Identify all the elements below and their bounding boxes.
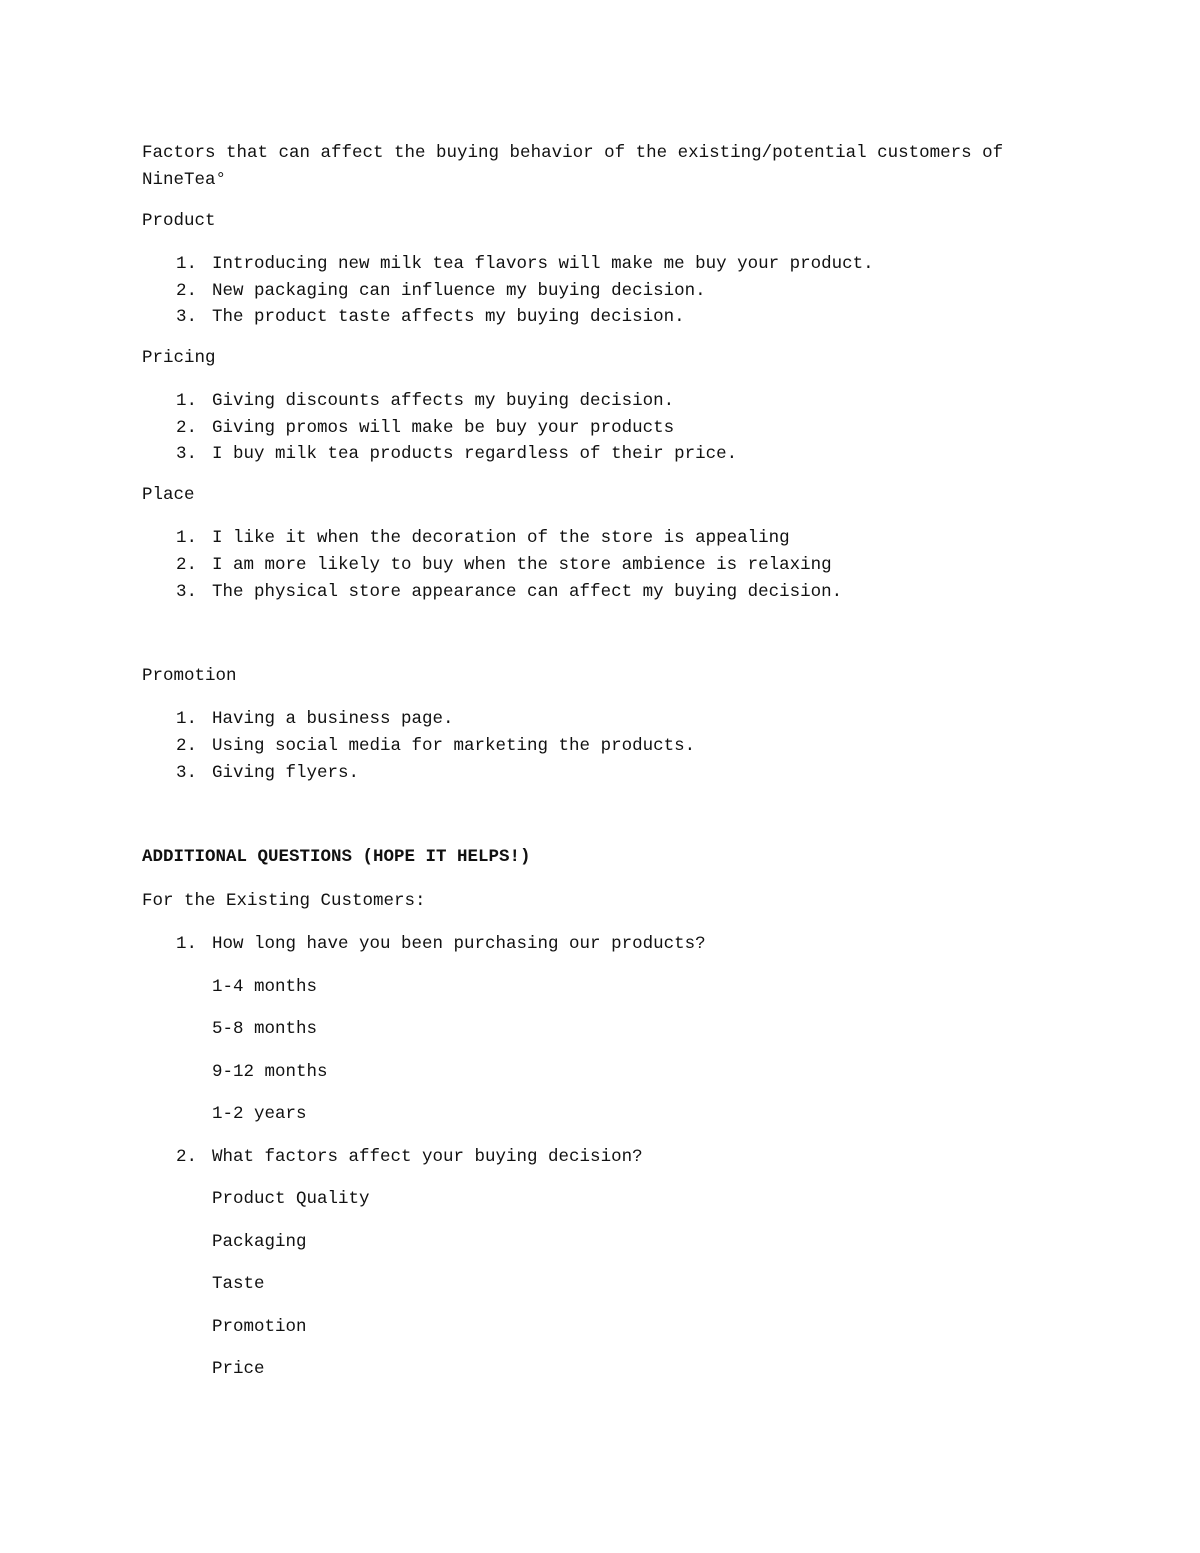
list-item-text: The physical store appearance can affect my buying decision.	[212, 581, 843, 602]
list-item	[176, 388, 1072, 415]
list-number: 1.	[176, 391, 198, 412]
question-label: What factors affect your buying decision?	[212, 1146, 643, 1167]
existing-customers-heading: For the Existing Customers:	[142, 891, 426, 912]
list-item	[176, 706, 1072, 733]
question-item	[176, 1144, 1072, 1384]
list-item	[176, 579, 1072, 606]
answer-option: Product Quality	[212, 1189, 370, 1210]
section-heading-product: Product	[142, 211, 216, 231]
answer-option: Price	[212, 1359, 265, 1380]
answer-option: 1-4 months	[212, 976, 318, 997]
answer-option: Taste	[212, 1274, 265, 1295]
list-item-text: I buy milk tea products regardless of their price.	[212, 444, 738, 465]
section-heading-promotion: Promotion	[142, 666, 237, 687]
answer-option: Promotion	[212, 1316, 307, 1337]
list-item	[176, 251, 1072, 278]
pricing-list	[142, 388, 1072, 468]
list-item	[176, 415, 1072, 442]
list-number: 2.	[176, 735, 198, 756]
question-item	[176, 931, 1072, 1128]
list-item	[176, 278, 1072, 305]
list-item-text: The product taste affects my buying decision.	[212, 307, 685, 328]
list-number: 1.	[176, 254, 198, 274]
list-item	[176, 525, 1072, 552]
list-item-text: Giving flyers.	[212, 762, 360, 783]
list-number: 3.	[176, 762, 198, 783]
list-item-text: I am more likely to buy when the store ambience is relaxing	[212, 554, 832, 575]
list-item-text: New packaging can influence my buying decision.	[212, 280, 706, 301]
question-label: How long have you been purchasing our products?	[212, 934, 706, 955]
list-number: 1.	[176, 934, 198, 955]
answer-option: 1-2 years	[212, 1104, 307, 1125]
additional-questions-heading: ADDITIONAL QUESTIONS (HOPE IT HELPS!)	[142, 847, 531, 868]
list-number: 2.	[176, 1146, 198, 1167]
list-number: 3.	[176, 307, 198, 328]
answer-option: Packaging	[212, 1231, 307, 1252]
list-number: 1.	[176, 528, 198, 549]
question-text	[176, 1144, 1072, 1171]
list-number: 2.	[176, 280, 198, 301]
list-number: 2.	[176, 417, 198, 438]
product-list	[142, 251, 1072, 331]
list-item-text: Introducing new milk tea flavors will make me buy your product.	[212, 254, 874, 274]
list-number: 2.	[176, 554, 198, 575]
list-number: 1.	[176, 709, 198, 730]
list-item	[176, 733, 1072, 760]
promotion-list	[142, 706, 1072, 786]
section-heading-pricing: Pricing	[142, 348, 216, 369]
list-item	[176, 304, 1072, 331]
list-item-text: Having a business page.	[212, 709, 454, 730]
list-number: 3.	[176, 581, 198, 602]
document-page	[142, 140, 1072, 1383]
question-text	[176, 931, 1072, 958]
answer-option: 9-12 months	[212, 1061, 328, 1082]
list-item	[176, 441, 1072, 468]
list-item-text: Using social media for marketing the products.	[212, 735, 696, 756]
document-title: Factors that can affect the buying behavior of the existing/potential customers of NineTea°	[142, 143, 1004, 190]
list-item	[176, 552, 1072, 579]
answer-option: 5-8 months	[212, 1019, 318, 1040]
list-item-text: Giving promos will make be buy your products	[212, 417, 675, 438]
place-list	[142, 525, 1072, 605]
list-item-text: Giving discounts affects my buying decision.	[212, 391, 675, 412]
list-item	[176, 760, 1072, 787]
section-heading-place: Place	[142, 485, 195, 506]
questions-list	[142, 931, 1072, 1383]
list-number: 3.	[176, 444, 198, 465]
list-item-text: I like it when the decoration of the store is appealing	[212, 528, 790, 549]
